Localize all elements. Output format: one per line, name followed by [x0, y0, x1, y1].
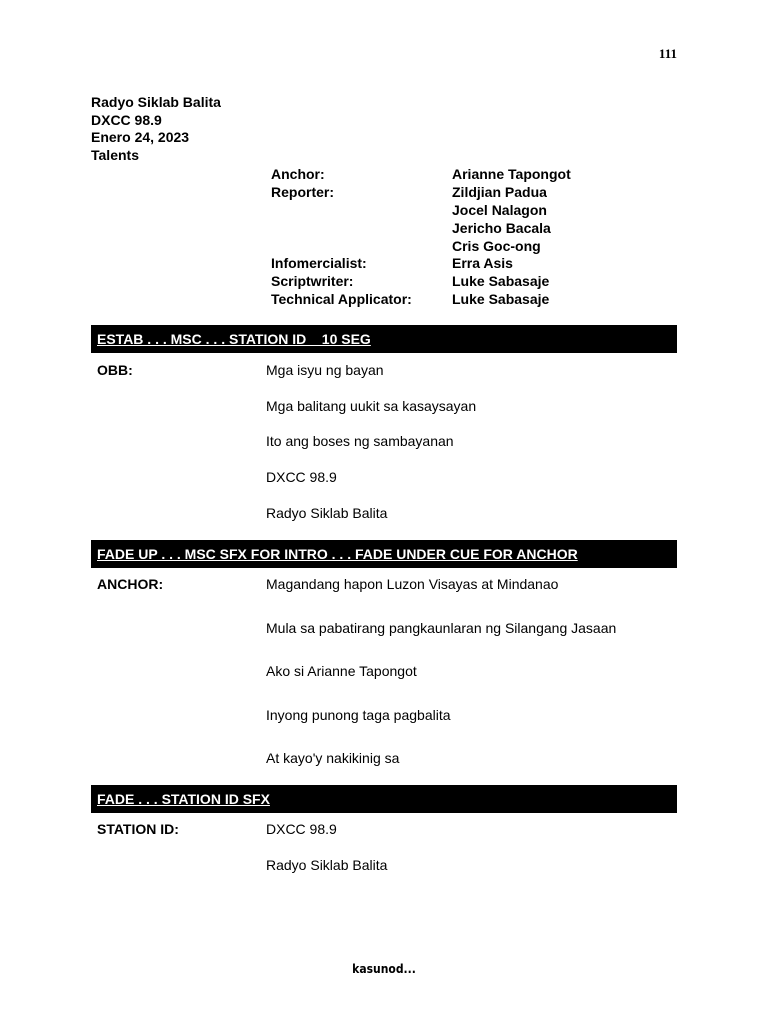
- talent-row: [271, 183, 571, 201]
- talent-role: Infomercialist:: [271, 255, 367, 272]
- talent-role: Scriptwriter:: [271, 273, 354, 290]
- talents-label: Talents: [91, 146, 139, 163]
- talent-name: Luke Sabasaje: [452, 273, 550, 290]
- segment-label-station-id: STATION ID:: [97, 821, 179, 837]
- talent-row: [271, 290, 571, 308]
- broadcast-date: Enero 24, 2023: [91, 129, 190, 145]
- script-line: Inyong punong taga pagbalita: [266, 707, 451, 723]
- script-line: At kayo'y nakikinig sa: [266, 750, 400, 766]
- script-line: Mga isyu ng bayan: [266, 362, 384, 378]
- cue-bar-fade: [91, 785, 677, 813]
- talent-row: [271, 254, 571, 272]
- cue-text: FADE UP . . . MSC SFX FOR INTRO . . . FADE UNDER CUE FOR ANCHOR: [97, 546, 578, 562]
- station-frequency: DXCC 98.9: [91, 111, 162, 128]
- cue-bar-estab: [91, 325, 677, 353]
- cue-bar-fade-up: [91, 540, 677, 568]
- continuation-footer: kasunod...: [352, 962, 416, 976]
- talent-name: Jericho Bacala: [452, 219, 551, 236]
- script-line: DXCC 98.9: [266, 821, 337, 837]
- talent-name: Zildjian Padua: [452, 183, 547, 200]
- talent-row: [271, 237, 571, 255]
- talent-role: Reporter:: [271, 183, 335, 200]
- talent-name: Jocel Nalagon: [452, 201, 547, 218]
- talent-role: Anchor:: [271, 165, 325, 182]
- script-line: Ito ang boses ng sambayanan: [266, 433, 454, 449]
- talent-role: Technical Applicator:: [271, 291, 412, 308]
- talent-name: Erra Asis: [452, 255, 513, 272]
- talent-row: [271, 165, 571, 183]
- talent-row: [271, 272, 571, 290]
- script-line: DXCC 98.9: [266, 469, 337, 485]
- talent-name: Arianne Tapongot: [452, 165, 571, 182]
- script-line: Mga balitang uukit sa kasaysayan: [266, 398, 477, 414]
- talents-list: [271, 165, 571, 308]
- talent-row: [271, 201, 571, 219]
- talent-name: Cris Goc-ong: [452, 237, 541, 254]
- script-line: Radyo Siklab Balita: [266, 857, 388, 873]
- segment-label-obb: OBB:: [97, 362, 133, 378]
- script-line: Radyo Siklab Balita: [266, 505, 388, 521]
- cue-text: FADE . . . STATION ID SFX: [97, 791, 270, 807]
- segment-label-anchor: ANCHOR:: [97, 576, 164, 592]
- script-header: [91, 94, 221, 164]
- page-number: 111: [658, 46, 677, 61]
- talent-name: Luke Sabasaje: [452, 291, 550, 308]
- talent-row: [271, 219, 571, 237]
- station-name: Radyo Siklab Balita: [91, 94, 221, 110]
- script-line: Magandang hapon Luzon Visayas at Mindanao: [266, 576, 559, 592]
- cue-text: ESTAB . . . MSC . . . STATION ID 10 SEG: [97, 331, 371, 347]
- script-line: Ako si Arianne Tapongot: [266, 663, 417, 679]
- script-line: Mula sa pabatirang pangkaunlaran ng Silangang Jasaan: [266, 620, 617, 636]
